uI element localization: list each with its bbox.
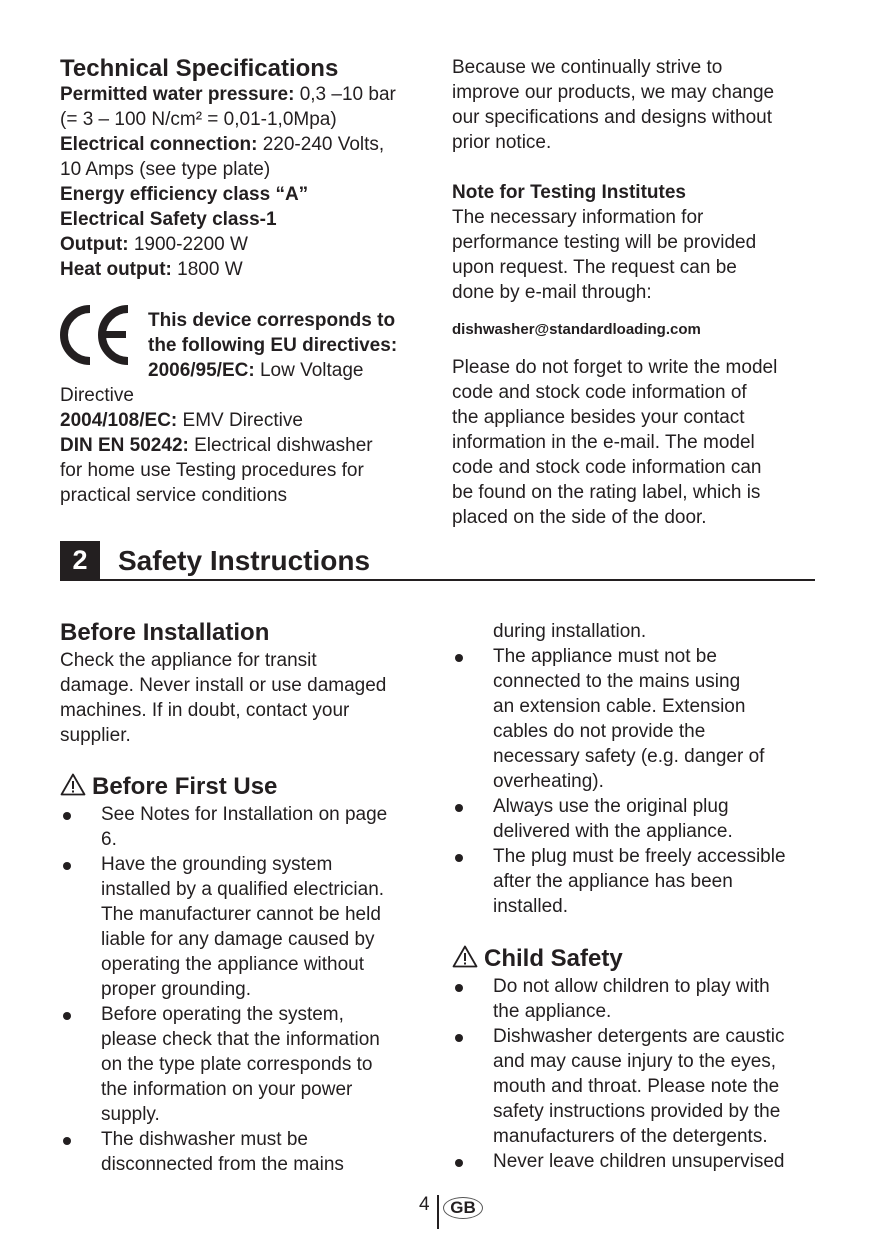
ce-mark-logo xyxy=(58,305,132,370)
text-line xyxy=(60,182,396,207)
testing-email[interactable]: dishwasher@standardloading.com xyxy=(452,321,701,338)
text-value: Low Voltage xyxy=(254,360,364,381)
text-line xyxy=(452,255,756,280)
text-line xyxy=(60,257,396,282)
bold-label: the following EU directives: xyxy=(148,335,398,356)
text-line xyxy=(148,358,397,383)
bullet-line: Dishwasher detergents are caustic xyxy=(493,1026,785,1047)
continued-bullet-text: during installation. xyxy=(493,621,647,642)
bullet-line: installed. xyxy=(493,896,568,917)
bullet-icon xyxy=(63,1137,71,1145)
bullet-line: safety instructions provided by the xyxy=(493,1101,781,1122)
text-line xyxy=(60,107,396,132)
bullet-item xyxy=(452,844,786,919)
tech-specs-heading: Technical Specifications xyxy=(60,55,339,82)
before-installation-text xyxy=(60,648,386,748)
text-line xyxy=(452,230,756,255)
text-line xyxy=(148,308,397,333)
child-safety-heading xyxy=(452,945,623,975)
bullet-icon xyxy=(63,1012,71,1020)
text-line xyxy=(452,130,774,155)
bullet-line: manufacturers of the detergents. xyxy=(493,1126,768,1147)
text-value: Please do not forget to write the model xyxy=(452,357,778,378)
bullet-line: Before operating the system, xyxy=(101,1004,344,1025)
bullet-line: overheating). xyxy=(493,771,604,792)
text-line xyxy=(452,380,777,405)
section-number: 2 xyxy=(60,541,100,580)
text-line xyxy=(60,157,396,182)
bold-label: Electrical Safety class-1 xyxy=(60,209,277,230)
section-divider xyxy=(60,579,815,581)
text-value: Electrical dishwasher xyxy=(188,435,373,456)
text-line xyxy=(452,355,777,380)
text-value: 10 Amps (see type plate) xyxy=(60,159,271,180)
text-line xyxy=(60,458,373,483)
text-value: for home use Testing procedures for xyxy=(60,460,364,481)
text-line xyxy=(60,673,386,698)
text-line xyxy=(60,383,373,408)
bullet-icon xyxy=(455,1034,463,1042)
text-value: supplier. xyxy=(60,725,131,746)
text-line xyxy=(452,205,756,230)
child-safety-heading-text: Child Safety xyxy=(484,945,623,972)
text-value: code and stock code information can xyxy=(452,457,762,478)
text-line xyxy=(452,430,777,455)
bullet-line: connected to the mains using xyxy=(493,671,741,692)
text-line xyxy=(60,132,396,157)
footer-divider xyxy=(437,1195,439,1229)
text-line xyxy=(148,333,397,358)
text-value: practical service conditions xyxy=(60,485,288,506)
text-line xyxy=(60,82,396,107)
directives-list xyxy=(60,383,373,508)
text-value: Check the appliance for transit xyxy=(60,650,317,671)
bullet-item xyxy=(60,802,387,852)
bullet-item xyxy=(452,974,785,1024)
bold-label: Permitted water pressure: xyxy=(60,84,295,105)
bullet-line: disconnected from the mains xyxy=(101,1154,344,1175)
bullet-line: See Notes for Installation on page xyxy=(101,804,388,825)
text-line xyxy=(452,55,774,80)
bullet-line: supply. xyxy=(101,1104,160,1125)
bullet-item xyxy=(60,1002,387,1127)
text-value: The necessary information for xyxy=(452,207,704,228)
bullet-line: proper grounding. xyxy=(101,979,251,1000)
bold-label: Output: xyxy=(60,234,129,255)
text-value: our specifications and designs without xyxy=(452,107,773,128)
text-value: 1900-2200 W xyxy=(128,234,248,255)
bullet-icon xyxy=(63,862,71,870)
bullet-item xyxy=(452,644,786,794)
bold-label: 2006/95/EC: xyxy=(148,360,255,381)
bullet-line: delivered with the appliance. xyxy=(493,821,733,842)
bullet-line: after the appliance has been xyxy=(493,871,733,892)
installation-bullets xyxy=(452,644,786,919)
text-value: machines. If in doubt, contact your xyxy=(60,700,350,721)
section-title: Safety Instructions xyxy=(118,545,371,576)
text-value: 1800 W xyxy=(171,259,243,280)
bold-label: 2004/108/EC: xyxy=(60,410,178,431)
text-line xyxy=(60,483,373,508)
child-safety-list xyxy=(452,974,785,1174)
testing-text xyxy=(452,205,756,305)
bullet-line: liable for any damage caused by xyxy=(101,929,375,950)
text-line xyxy=(452,280,756,305)
text-value: upon request. The request can be xyxy=(452,257,737,278)
text-line xyxy=(452,505,777,530)
text-value: information in the e-mail. The model xyxy=(452,432,755,453)
text-line xyxy=(452,405,777,430)
bullet-item xyxy=(452,1024,785,1149)
text-line xyxy=(60,433,373,458)
bullet-icon xyxy=(455,1159,463,1167)
bullet-line: an extension cable. Extension xyxy=(493,696,746,717)
text-value: the appliance besides your contact xyxy=(452,407,745,428)
bullet-line: 6. xyxy=(101,829,117,850)
bullet-line: the appliance. xyxy=(493,1001,612,1022)
bullet-item xyxy=(60,1127,387,1177)
text-value: 0,3 –10 bar xyxy=(294,84,396,105)
bullet-line: operating the appliance without xyxy=(101,954,365,975)
bullet-line: Do not allow children to play with xyxy=(493,976,770,997)
text-line xyxy=(452,105,774,130)
text-value: placed on the side of the door. xyxy=(452,507,707,528)
testing-text-2 xyxy=(452,355,777,530)
text-value: be found on the rating label, which is xyxy=(452,482,761,503)
bullet-line: The appliance must not be xyxy=(493,646,717,667)
bullet-line: The dishwasher must be xyxy=(101,1129,308,1150)
bullet-line: Always use the original plug xyxy=(493,796,729,817)
bullet-line: installed by a qualified electrician. xyxy=(101,879,385,900)
warning-icon xyxy=(60,773,86,803)
bullet-item xyxy=(452,1149,785,1174)
bullet-line: on the type plate corresponds to xyxy=(101,1054,373,1075)
text-line xyxy=(452,455,777,480)
text-line xyxy=(452,80,774,105)
bullet-icon xyxy=(455,804,463,812)
before-first-use-heading xyxy=(60,773,277,803)
text-value: improve our products, we may change xyxy=(452,82,775,103)
text-value: performance testing will be provided xyxy=(452,232,757,253)
bullet-line: Never leave children unsupervised xyxy=(493,1151,785,1172)
bullet-icon xyxy=(63,812,71,820)
bullet-line: and may cause injury to the eyes, xyxy=(493,1051,777,1072)
bullet-icon xyxy=(455,654,463,662)
before-first-use-heading-text: Before First Use xyxy=(92,773,278,800)
text-line xyxy=(60,648,386,673)
bullet-item xyxy=(60,852,387,1002)
testing-heading: Note for Testing Institutes xyxy=(452,182,686,203)
bullet-icon xyxy=(455,854,463,862)
text-value: Because we continually strive to xyxy=(452,57,723,78)
bullet-line: the information on your power xyxy=(101,1079,353,1100)
directives-intro xyxy=(148,308,397,383)
bullet-line: please check that the information xyxy=(101,1029,380,1050)
bold-label: DIN EN 50242: xyxy=(60,435,189,456)
notice-text xyxy=(452,55,774,155)
bullet-line: The manufacturer cannot be held xyxy=(101,904,381,925)
bullet-icon xyxy=(455,984,463,992)
text-line xyxy=(60,232,396,257)
before-installation-heading: Before Installation xyxy=(60,619,270,646)
before-first-use-list xyxy=(60,802,387,1177)
country-badge: GB xyxy=(443,1197,483,1219)
bullet-item xyxy=(452,794,786,844)
bold-label: Electrical connection: xyxy=(60,134,258,155)
tech-specs-list xyxy=(60,82,396,282)
warning-icon xyxy=(452,945,478,975)
text-line xyxy=(452,480,777,505)
text-line xyxy=(60,723,386,748)
text-value: (= 3 – 100 N/cm² = 0,01-1,0Mpa) xyxy=(60,109,337,130)
text-value: prior notice. xyxy=(452,132,552,153)
text-value: EMV Directive xyxy=(177,410,303,431)
bold-label: Heat output: xyxy=(60,259,172,280)
text-value: code and stock code information of xyxy=(452,382,747,403)
bullet-line: mouth and throat. Please note the xyxy=(493,1076,780,1097)
page-number: 4 xyxy=(419,1194,430,1215)
bullet-line: The plug must be freely accessible xyxy=(493,846,786,867)
bullet-line: Have the grounding system xyxy=(101,854,333,875)
bullet-line: necessary safety (e.g. danger of xyxy=(493,746,765,767)
text-line xyxy=(60,408,373,433)
text-value: done by e-mail through: xyxy=(452,282,652,303)
bold-label: Energy efficiency class “A” xyxy=(60,184,309,205)
text-value: damage. Never install or use damaged xyxy=(60,675,387,696)
bullet-line: cables do not provide the xyxy=(493,721,706,742)
text-value: 220-240 Volts, xyxy=(257,134,385,155)
text-line xyxy=(60,207,396,232)
text-line xyxy=(60,698,386,723)
bold-label: This device corresponds to xyxy=(148,310,396,331)
text-value: Directive xyxy=(60,385,134,406)
